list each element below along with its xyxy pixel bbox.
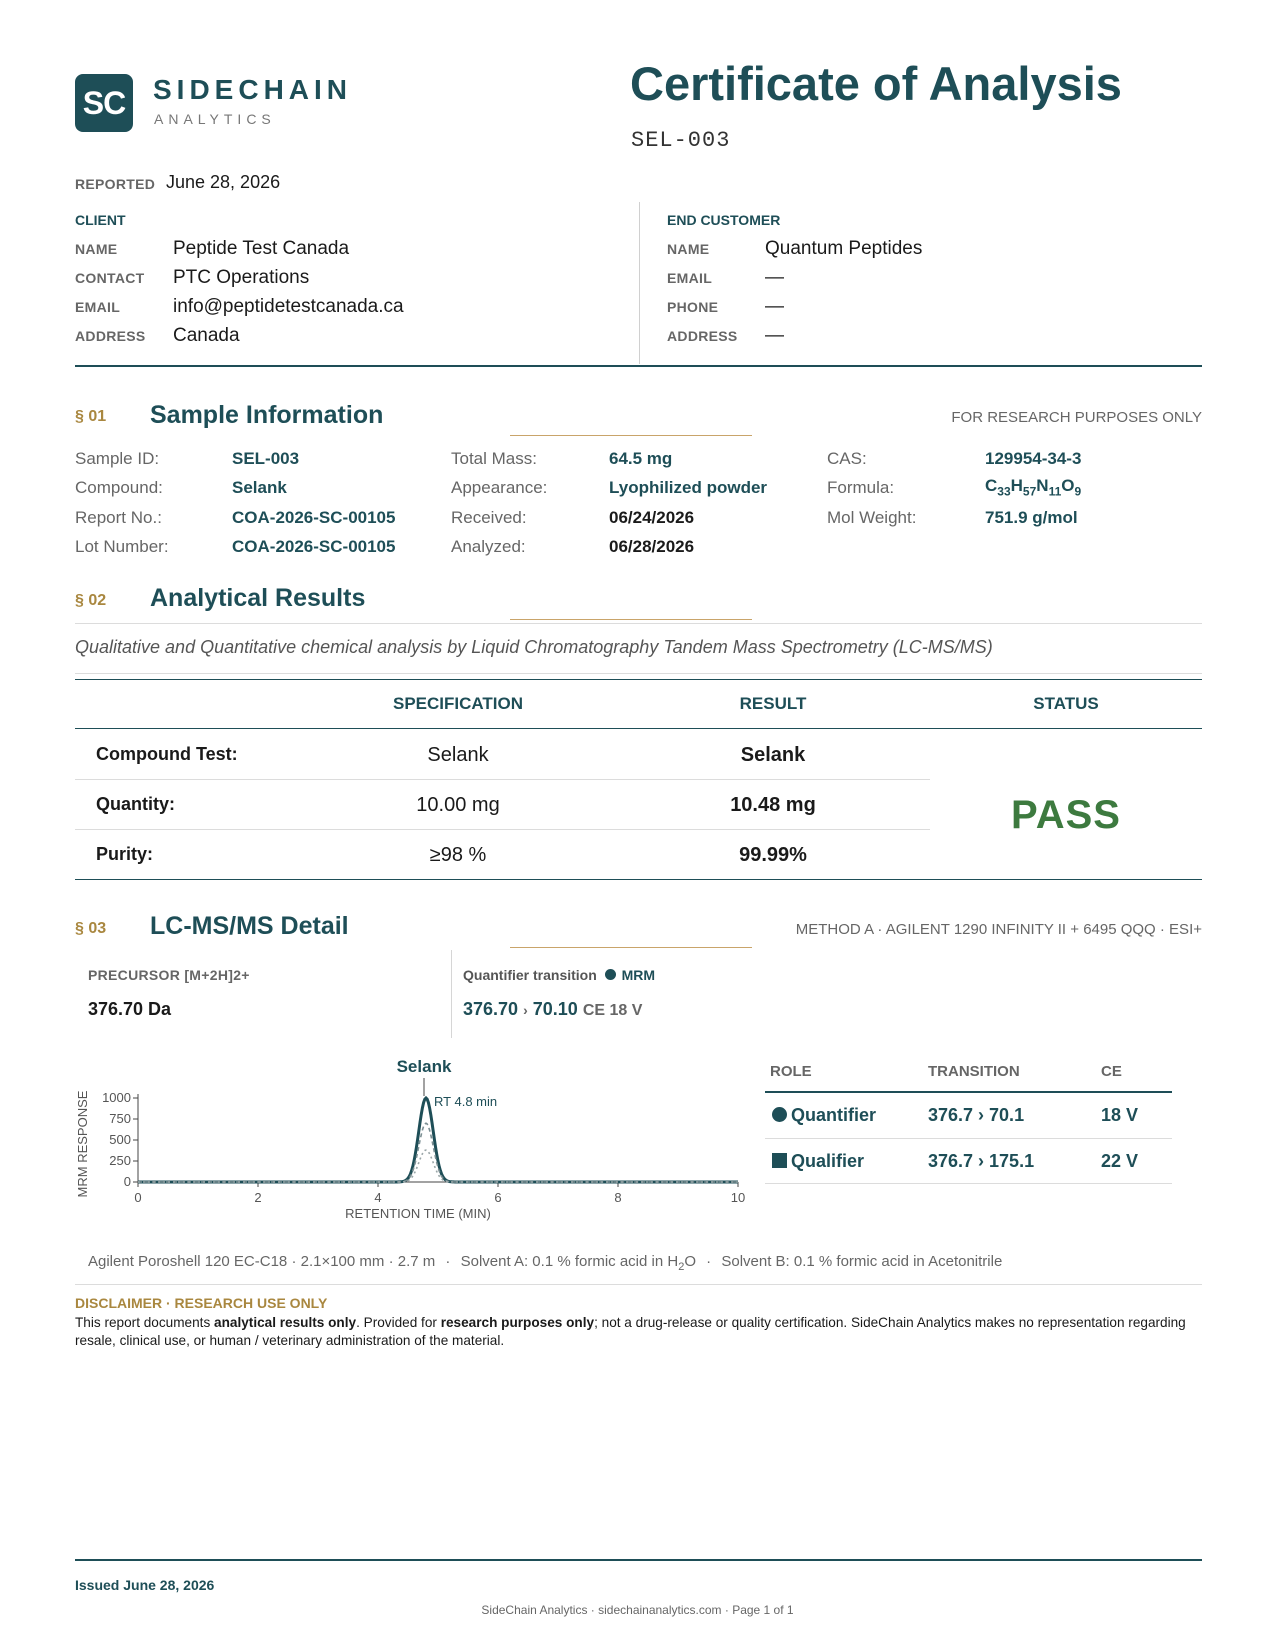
compound-value: Selank	[232, 478, 287, 497]
client-label: ADDRESS	[75, 328, 146, 344]
chromatogram-chart	[70, 1050, 760, 1230]
y-tick-label: 0	[123, 1174, 131, 1189]
reported-label: REPORTED	[75, 176, 156, 192]
formula-subscript: 57	[1022, 484, 1037, 499]
peak-compound-label: Selank	[396, 1057, 452, 1076]
x-axis-label: RETENTION TIME (MIN)	[345, 1206, 491, 1221]
purity-spec: ≥98 %	[429, 844, 487, 866]
formula-element: O	[1061, 476, 1075, 495]
end-customer-label: EMAIL	[667, 270, 713, 286]
section-number: § 03	[75, 920, 107, 937]
quantifier-ce: CE 18 V	[582, 1002, 643, 1019]
client-value: info@peptidetestcanada.ca	[173, 296, 404, 317]
formula-subscript: 9	[1074, 484, 1082, 499]
precursor-value: 376.70 Da	[88, 999, 172, 1019]
separator: ·	[445, 1253, 451, 1270]
quantifier-transition	[463, 999, 642, 1020]
quantity-spec: 10.00 mg	[416, 794, 500, 816]
cas-label: CAS:	[827, 449, 867, 468]
result-header: RESULT	[739, 694, 807, 713]
footer-rule	[75, 1559, 1202, 1561]
formula-value	[985, 476, 1081, 498]
compound-test-label: Compound Test:	[96, 744, 238, 764]
section-rule	[75, 623, 1202, 624]
reported-date: June 28, 2026	[166, 172, 281, 192]
formula-subscript: 11	[1048, 484, 1062, 499]
sample-id-value: SEL-003	[232, 449, 300, 468]
formula-label: Formula:	[827, 478, 895, 497]
report-no-value: COA-2026-SC-00105	[232, 508, 396, 527]
mol-weight-value: 751.9 g/mol	[985, 508, 1078, 527]
document-title: Certificate of Analysis	[630, 57, 1122, 110]
purity-result: 99.99%	[739, 844, 807, 866]
transition-value: 376.7 › 175.1	[928, 1151, 1035, 1171]
brand-name: SIDECHAIN	[153, 74, 353, 105]
x-tick-label: 6	[494, 1190, 502, 1205]
lot-number-value: COA-2026-SC-00105	[232, 537, 396, 556]
lot-number-label: Lot Number:	[75, 537, 169, 556]
ce-value: 18 V	[1101, 1105, 1139, 1125]
transition-value: 376.7 › 70.1	[928, 1105, 1025, 1125]
role-label: Qualifier	[791, 1151, 865, 1171]
square-marker-icon	[772, 1153, 787, 1168]
disclaimer-emphasis: analytical results only	[214, 1315, 357, 1330]
client-value: PTC Operations	[173, 267, 310, 288]
client-label: CONTACT	[75, 270, 145, 286]
section-number: § 02	[75, 592, 107, 609]
client-value: Peptide Test Canada	[173, 238, 350, 259]
section-accent-line	[510, 619, 752, 620]
status-header: STATUS	[1033, 694, 1099, 713]
mol-weight-label: Mol Weight:	[827, 508, 917, 527]
x-tick-label: 10	[730, 1190, 746, 1205]
client-label: EMAIL	[75, 299, 121, 315]
compound-test-result: Selank	[740, 744, 806, 766]
end-customer-heading: END CUSTOMER	[667, 212, 781, 228]
header-divider	[75, 365, 1202, 367]
section-accent-line	[510, 435, 752, 436]
y-tick-label: 1000	[102, 1090, 131, 1105]
section-title: LC-MS/MS Detail	[150, 912, 349, 940]
formula-element: N	[1036, 476, 1049, 495]
disclaimer-text	[75, 1314, 1205, 1350]
disclaimer-part: . Provided for	[356, 1315, 441, 1330]
quantifier-arrow: ›	[523, 1002, 528, 1018]
formula-element: H	[1010, 476, 1023, 495]
compound-test-spec: Selank	[427, 744, 489, 766]
disclaimer-part: This report documents	[75, 1315, 215, 1330]
precursor-label: PRECURSOR [M+2H]2+	[88, 967, 250, 983]
section-rule	[75, 673, 1202, 674]
disclaimer-part: ; not a drug-release or quality certification. SideChain Analytics makes no representation regarding resale, clinical use, or human / veterinary administration of the material.	[75, 1315, 1186, 1348]
column-divider	[639, 202, 640, 364]
sample-code: SEL-003	[631, 128, 731, 153]
table-row-divider	[75, 829, 930, 830]
quantifier-from: 376.70	[463, 999, 519, 1019]
qualifier-role	[772, 1151, 864, 1172]
column-spec: Agilent Poroshell 120 EC-C18 · 2.1×100 mm · 2.7 m	[88, 1253, 436, 1270]
solvent-a-subscript: 2	[678, 1261, 685, 1273]
total-mass-label: Total Mass:	[451, 449, 537, 468]
end-customer-value: —	[765, 267, 784, 288]
purity-label: Purity:	[96, 844, 154, 864]
compound-label: Compound:	[75, 478, 163, 497]
section-accent-line	[510, 947, 752, 948]
appearance-value: Lyophilized powder	[609, 478, 768, 497]
research-note: FOR RESEARCH PURPOSES ONLY	[951, 409, 1202, 426]
transition-row-divider	[765, 1183, 1172, 1184]
table-row-divider	[75, 779, 930, 780]
end-customer-value: Quantum Peptides	[765, 238, 923, 259]
quantifier-role	[772, 1105, 876, 1126]
section-number: § 01	[75, 408, 107, 425]
quantifier-label: Quantifier transition	[463, 967, 597, 983]
results-table-bottom	[75, 879, 1202, 880]
quantifier-mode: MRM	[621, 967, 656, 983]
report-no-label: Report No.:	[75, 508, 162, 527]
sample-id-label: Sample ID:	[75, 449, 160, 468]
section-title: Sample Information	[150, 401, 384, 429]
results-header-rule	[75, 728, 1202, 729]
x-tick-label: 8	[614, 1190, 622, 1205]
analysis-subtitle: Qualitative and Quantitative chemical analysis by Liquid Chromatography Tandem Mass Spectrometry (LC-MS/MS)	[75, 637, 993, 657]
x-tick-label: 4	[374, 1190, 382, 1205]
logo-mark-text: SC	[82, 84, 126, 121]
detail-divider	[451, 950, 452, 1038]
section-title: Analytical Results	[150, 584, 366, 612]
y-tick-label: 250	[109, 1153, 131, 1168]
analyzed-label: Analyzed:	[451, 537, 526, 556]
end-customer-value: —	[765, 325, 784, 346]
footer-line: SideChain Analytics · sidechainanalytics.com · Page 1 of 1	[481, 1603, 794, 1617]
client-heading: CLIENT	[75, 212, 126, 228]
logo-mark	[75, 74, 133, 132]
cas-value: 129954-34-3	[985, 449, 1082, 468]
x-tick-label: 2	[254, 1190, 262, 1205]
disclaimer-emphasis: research purposes only	[440, 1315, 595, 1330]
transition-header: TRANSITION	[928, 1063, 1020, 1080]
total-mass-value: 64.5 mg	[609, 449, 673, 468]
end-customer-label: NAME	[667, 241, 710, 257]
quantifier-heading	[463, 967, 655, 983]
chromatogram-series-dashed	[138, 1123, 738, 1182]
transition-table-rule	[765, 1091, 1172, 1093]
received-value: 06/24/2026	[609, 508, 695, 527]
role-label: Quantifier	[791, 1105, 877, 1125]
appearance-label: Appearance:	[451, 478, 548, 497]
solvent-a	[460, 1253, 696, 1273]
results-table-top	[75, 679, 1202, 680]
disclaimer-heading: DISCLAIMER · RESEARCH USE ONLY	[75, 1295, 328, 1311]
x-tick-label: 0	[134, 1190, 142, 1205]
method-note: METHOD A · AGILENT 1290 INFINITY II + 6495 QQQ · ESI+	[795, 921, 1202, 938]
role-header: ROLE	[770, 1063, 812, 1080]
ce-value: 22 V	[1101, 1151, 1139, 1171]
retention-time-annotation: RT 4.8 min	[434, 1094, 498, 1109]
solvent-a-text: Solvent A: 0.1 % formic acid in H	[460, 1253, 679, 1270]
brand-sub: ANALYTICS	[154, 111, 276, 127]
column-info	[88, 1253, 1002, 1273]
client-value: Canada	[173, 325, 240, 346]
quantity-label: Quantity:	[96, 794, 175, 814]
client-label: NAME	[75, 241, 118, 257]
analyzed-value: 06/28/2026	[609, 537, 695, 556]
circle-marker-icon	[772, 1107, 787, 1122]
formula-subscript: 33	[997, 484, 1011, 499]
solvent-a-text-end: O	[684, 1253, 696, 1270]
spec-header: SPECIFICATION	[392, 694, 524, 713]
y-axis-label: MRM RESPONSE	[75, 1090, 90, 1198]
issued-date: Issued June 28, 2026	[75, 1577, 215, 1593]
end-customer-label: ADDRESS	[667, 328, 738, 344]
end-customer-label: PHONE	[667, 299, 719, 315]
y-tick-label: 750	[109, 1111, 131, 1126]
quantity-result: 10.48 mg	[730, 794, 816, 816]
pass-status: PASS	[1011, 793, 1121, 837]
solvent-b: Solvent B: 0.1 % formic acid in Acetonitrile	[721, 1253, 1003, 1270]
column-info-rule	[75, 1284, 1202, 1285]
ce-header: CE	[1101, 1063, 1122, 1080]
quantifier-to: 70.10	[532, 999, 578, 1019]
circle-marker-icon	[605, 969, 616, 980]
received-label: Received:	[451, 508, 527, 527]
formula-element: C	[985, 476, 998, 495]
transition-row-divider	[765, 1138, 1172, 1139]
y-tick-label: 500	[109, 1132, 131, 1147]
separator: ·	[706, 1253, 712, 1270]
end-customer-value: —	[765, 296, 784, 317]
